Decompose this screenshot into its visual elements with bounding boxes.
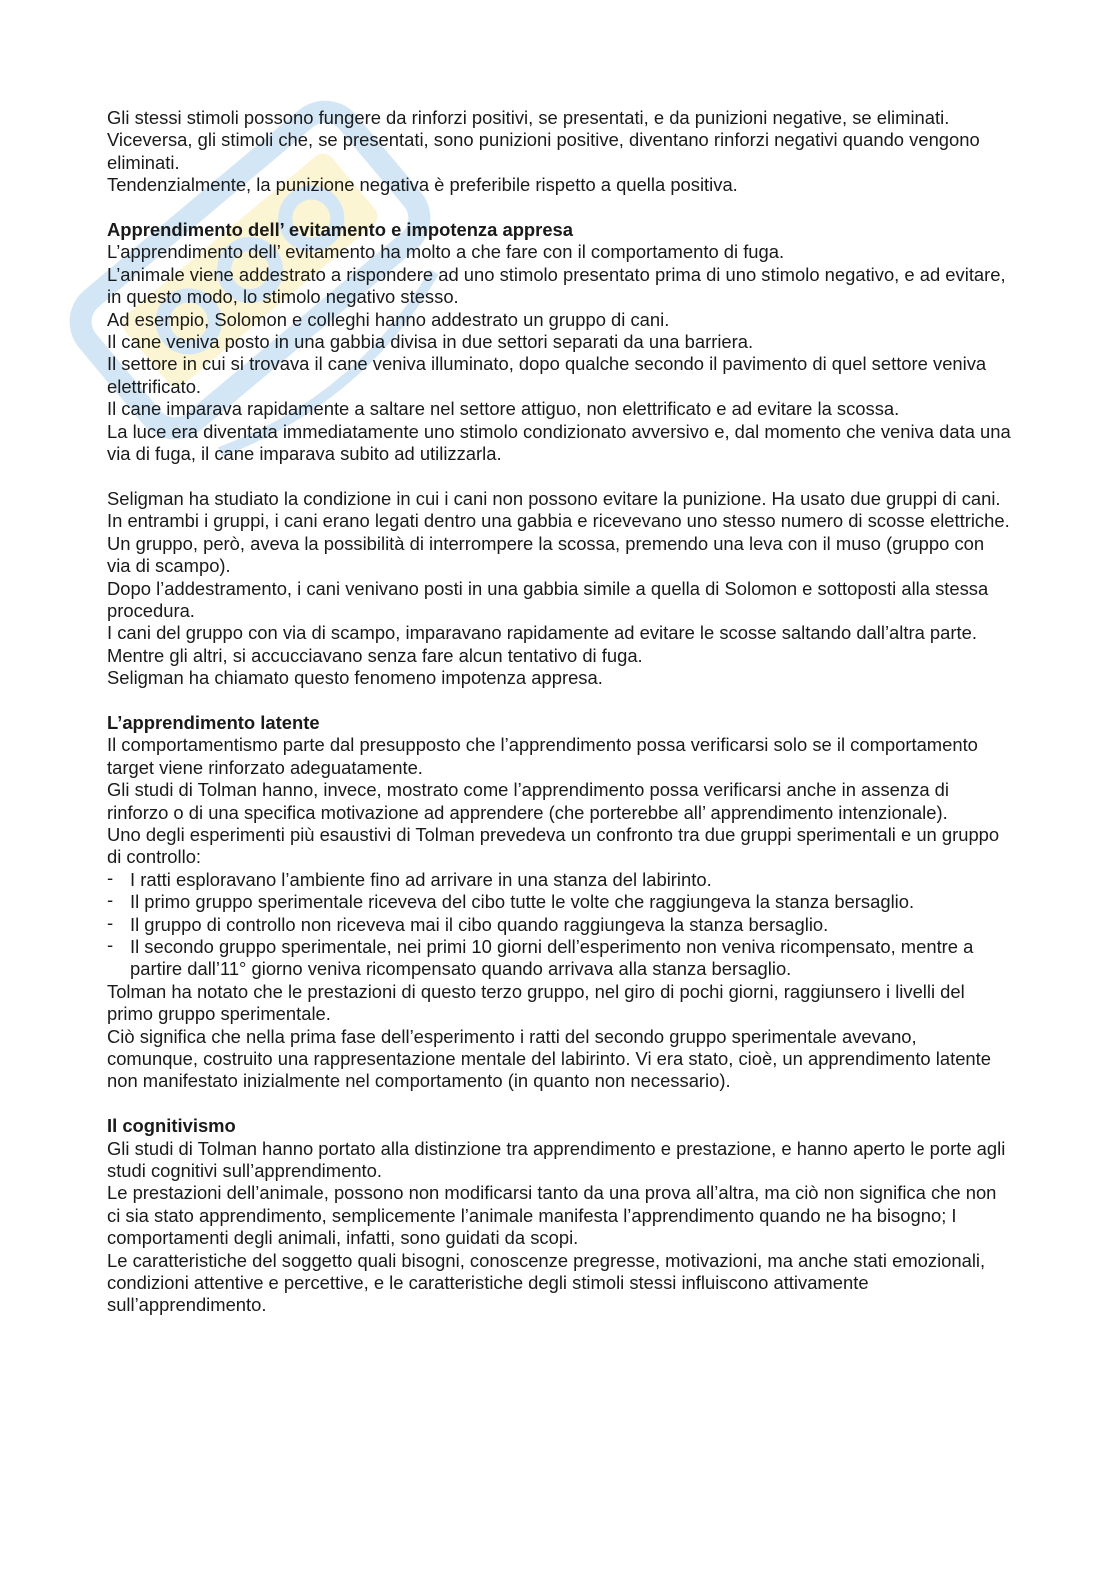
- body-paragraph: Le prestazioni dell’animale, possono non modificarsi tanto da una prova all’altra, ma ciò non significa che non ci sia stato apprendimento, semplicemente l’animale manifesta l’apprendimento quando ne ha bisogno; I comportamenti degli animali, infatti, sono guidati da scopi.: [107, 1182, 997, 1249]
- cognitivism-section: [107, 1115, 1012, 1317]
- body-paragraph: L’apprendimento dell’ evitamento ha molto a che fare con il comportamento di fuga.: [107, 241, 785, 263]
- body-paragraph: Il settore in cui si trovava il cane veniva illuminato, dopo qualche secondo il pavimento di quel settore veniva elettrificato.: [107, 353, 987, 397]
- body-paragraph: La luce era diventata immediatamente uno stimolo condizionato avversivo e, dal momento che veniva data una via di fuga, il cane imparava subito ad utilizzarla.: [107, 420, 1011, 465]
- body-paragraph: Il cane imparava rapidamente a saltare nel settore attiguo, non elettrificato e ad evitare la scossa.: [107, 398, 900, 420]
- body-paragraph: Tolman ha notato che le prestazioni di questo terzo gruppo, nel giro di pochi giorni, raggiunsero i livelli del primo gruppo sperimentale.: [107, 980, 965, 1025]
- body-paragraph: Ad esempio, Solomon e colleghi hanno addestrato un gruppo di cani.: [107, 308, 670, 330]
- body-paragraph: Mentre gli altri, si accucciavano senza fare alcun tentativo di fuga.: [107, 644, 643, 666]
- latent-learning-section: [107, 712, 1012, 1093]
- section-heading: Il cognitivismo: [107, 1115, 236, 1137]
- avoidance-section: [107, 219, 1012, 465]
- list-item: - I ratti esploravano l’ambiente fino ad arrivare in una stanza del labirinto.: [107, 869, 1012, 891]
- body-paragraph: Gli studi di Tolman hanno, invece, mostrato come l’apprendimento possa verificarsi anche in assenza di rinforzo o di una specifica motivazione ad apprendere (che porterebbe all’ apprendimento intenzionale).: [107, 779, 949, 823]
- body-paragraph: Ciò significa che nella prima fase dell’esperimento i ratti del secondo gruppo sperimentale avevano, comunque, costruito una rappresentazione mentale del labirinto. Vi era stato, cioè, un apprendimento latente non manifestato inizialmente nel comportamento (in quanto non necessario).: [107, 1025, 991, 1092]
- document-page: [107, 107, 1012, 1317]
- body-paragraph: Gli studi di Tolman hanno portato alla distinzione tra apprendimento e prestazione, e hanno aperto le porte agli studi cognitivi sull’apprendimento.: [107, 1137, 1006, 1182]
- seligman-section: [107, 488, 1012, 690]
- body-paragraph: Seligman ha studiato la condizione in cui i cani non possono evitare la punizione. Ha usato due gruppi di cani.: [107, 487, 1001, 509]
- body-paragraph: Seligman ha chiamato questo fenomeno impotenza appresa.: [107, 667, 603, 689]
- intro-paragraph: Tendenzialmente, la punizione negativa è preferibile rispetto a quella positiva.: [107, 174, 738, 196]
- body-paragraph: Uno degli esperimenti più esaustivi di Tolman prevedeva un confronto tra due gruppi sperimentali e un gruppo di controllo:: [107, 823, 1000, 868]
- body-paragraph: Il cane veniva posto in una gabbia divisa in due settori separati da una barriera.: [107, 331, 754, 353]
- experiment-list: [107, 869, 1012, 981]
- list-item: - Il secondo gruppo sperimentale, nei primi 10 giorni dell’esperimento non veniva ricompensato, mentre a partire dall’11° giorno veniva ricompensato quando arrivava alla stanza bersaglio.: [107, 936, 1012, 981]
- body-paragraph: Le caratteristiche del soggetto quali bisogni, conoscenze pregresse, motivazioni, ma anche stati emozionali, condizioni attentive e percettive, e le caratteristiche degli stimoli stessi influiscono attivamente sull’apprendimento.: [107, 1249, 986, 1316]
- intro-paragraph: Gli stessi stimoli possono fungere da rinforzi positivi, se presentati, e da punizioni negative, se eliminati. Viceversa, gli stimoli che, se presentati, sono punizioni positive, diventano rinforzi negativi quando vengono eliminati.: [107, 107, 980, 173]
- section-heading: L’apprendimento latente: [107, 711, 320, 733]
- body-paragraph: Un gruppo, però, aveva la possibilità di interrompere la scossa, premendo una leva con il muso (gruppo con via di scampo).: [107, 532, 985, 577]
- body-paragraph: L’animale viene addestrato a rispondere ad uno stimolo presentato prima di uno stimolo negativo, e ad evitare, in questo modo, lo stimolo negativo stesso.: [107, 263, 1006, 308]
- list-item: - Il primo gruppo sperimentale riceveva del cibo tutte le volte che raggiungeva la stanza bersaglio.: [107, 891, 1012, 913]
- body-paragraph: Dopo l’addestramento, i cani venivano posti in una gabbia simile a quella di Solomon e sottoposti alla stessa procedura.: [107, 577, 989, 621]
- body-paragraph: Il comportamentismo parte dal presupposto che l’apprendimento possa verificarsi solo se il comportamento target viene rinforzato adeguatamente.: [107, 734, 978, 778]
- body-paragraph: I cani del gruppo con via di scampo, imparavano rapidamente ad evitare le scosse saltando dall’altra parte.: [107, 622, 977, 644]
- section-heading: Apprendimento dell’ evitamento e impotenza appresa: [107, 219, 573, 241]
- intro-section: [107, 107, 1012, 197]
- body-paragraph: In entrambi i gruppi, i cani erano legati dentro una gabbia e ricevevano uno stesso numero di scosse elettriche.: [107, 510, 1010, 532]
- list-item: - Il gruppo di controllo non riceveva mai il cibo quando raggiungeva la stanza bersaglio.: [107, 914, 1012, 936]
